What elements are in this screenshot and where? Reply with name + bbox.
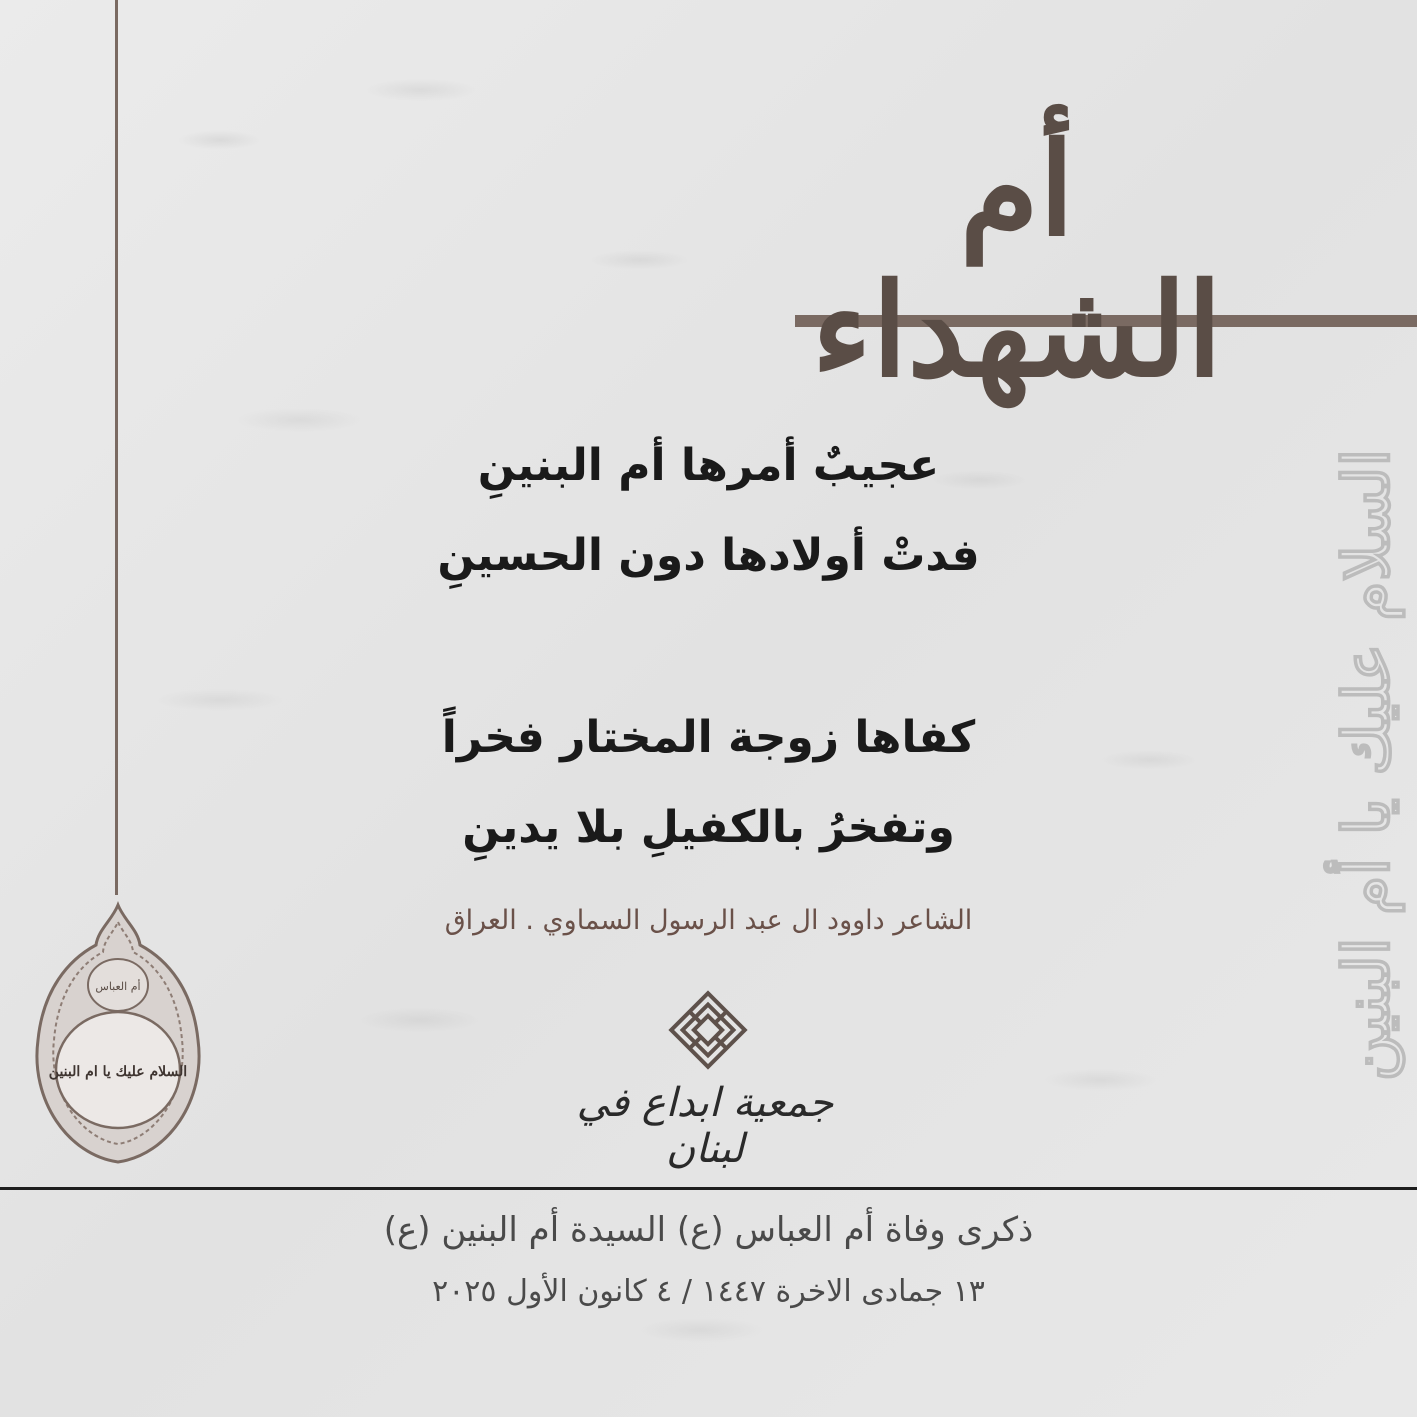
- watermark-text: السلام عليك يا أم البنين: [1329, 448, 1405, 1082]
- square-kufic-icon: [668, 990, 748, 1074]
- medallion-top-text: أم العباس: [95, 980, 141, 993]
- verse-line-2: فدتْ أولادها دون الحسينِ: [437, 530, 980, 581]
- verse-line-1: عجيبٌ أمرها أم البنينِ: [477, 440, 940, 491]
- page-title: أم الشهداء: [811, 115, 1223, 406]
- footer-divider: [0, 1187, 1417, 1190]
- verse-line-4: وتفخرُ بالكفيلِ بلا يدينِ: [462, 802, 955, 853]
- association-logo: جمعية ابداع في لبنان: [576, 1080, 834, 1172]
- verse-line-3: كفاها زوجة المختار فخراً: [441, 712, 976, 763]
- poet-credit: الشاعر داوود ال عبد الرسول السماوي . العراق: [444, 905, 973, 936]
- medallion-text: السلام عليك يا ام البنين: [48, 1064, 188, 1080]
- occasion-title: ذكرى وفاة أم العباس (ع) السيدة أم البنين (ع): [383, 1210, 1034, 1250]
- occasion-date: ١٣ جمادى الاخرة ١٤٤٧ / ٤ كانون الأول ٢٠٢٥: [432, 1274, 985, 1309]
- medallion-icon: [28, 900, 208, 1174]
